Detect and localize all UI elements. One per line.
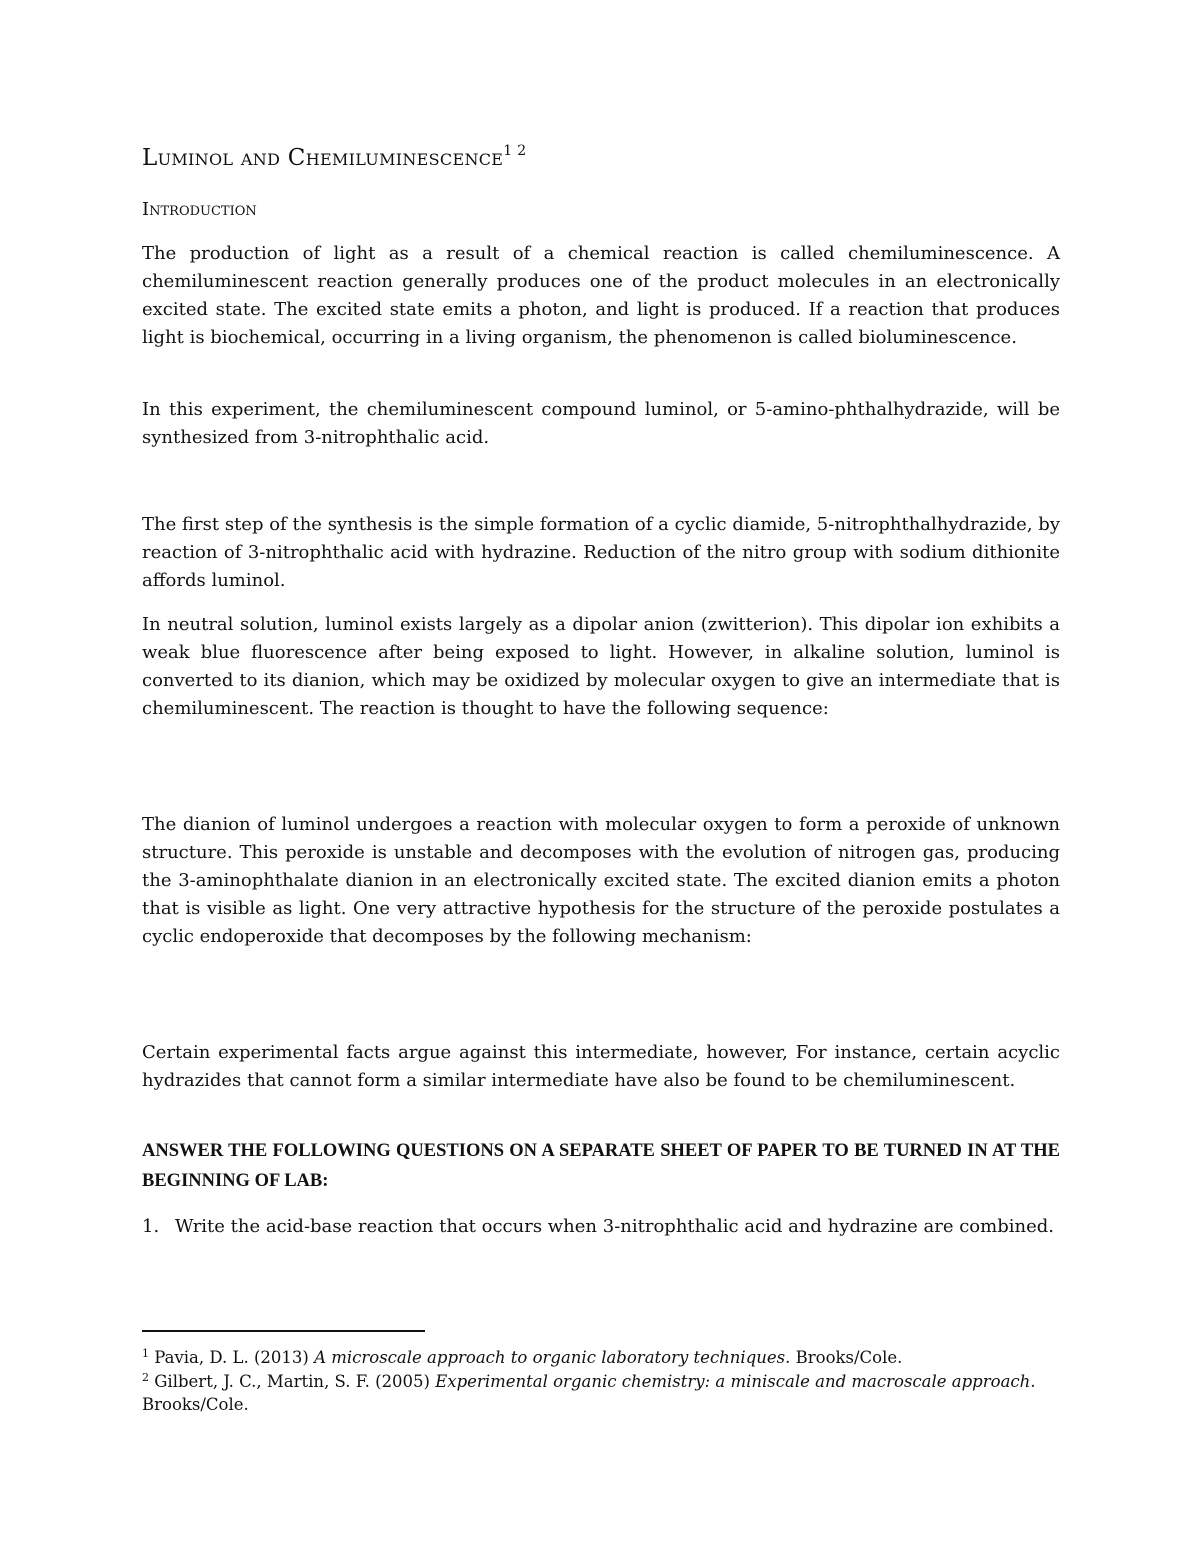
paragraph-dianion-reaction: The dianion of luminol undergoes a reaction with molecular oxygen to form a peroxide of unknown structure. This peroxide is unstable and decomposes with the evolution of nitrogen gas, producing the 3-aminophthalate dianion in an electronically excited state. The excited dianion emits a photon that is visible as light. One very attractive hypothesis for the structure of the peroxide postulates a cyclic endoperoxide that decomposes by the following mechanism: xyxy=(142,814,1060,947)
footnote-citation: Gilbert, J. C., Martin, S. F. (2005) xyxy=(149,1372,436,1391)
introduction-heading: Introduction xyxy=(142,199,257,220)
footnote-marker: 1 xyxy=(142,1347,149,1360)
title-text: Luminol and Chemiluminescence xyxy=(142,145,504,171)
paragraph-experimental-facts: Certain experimental facts argue against this intermediate, however, For instance, certain acyclic hydrazides that cannot form a similar intermediate have also be found to be chemiluminescent. xyxy=(142,1042,1060,1091)
question-item xyxy=(142,1213,1060,1273)
title-footnote-refs: 1 2 xyxy=(503,143,527,159)
footnote-marker: 2 xyxy=(142,1371,149,1384)
paragraph-experiment-overview: In this experiment, the chemiluminescent compound luminol, or 5-amino-phthalhydrazide, will be synthesized from 3-nitrophthalic acid. xyxy=(142,399,1060,448)
footnote-book-title: A microscale approach to organic laboratory techniques. xyxy=(314,1348,791,1367)
question-number: 1. xyxy=(142,1216,160,1237)
footnote-publisher: Brooks/Cole. xyxy=(142,1395,249,1414)
questions-heading: ANSWER THE FOLLOWING QUESTIONS ON A SEPARATE SHEET OF PAPER TO BE TURNED IN AT THE BEGINNING OF LAB: xyxy=(142,1141,1060,1191)
document-title xyxy=(142,143,526,171)
footnote-separator xyxy=(142,1330,425,1332)
paragraph-chemiluminescence-definition: The production of light as a result of a chemical reaction is called chemiluminescence. A chemiluminescent reaction generally produces one of the product molecules in an electronically excited state. The excited state emits a photon, and light is produced. If a reaction that produces light is biochemical, occurring in a living organism, the phenomenon is called bioluminescence. xyxy=(142,243,1060,348)
footnote-citation: Pavia, D. L. (2013) xyxy=(149,1348,315,1367)
footnote-book-title: Experimental organic chemistry: a miniscale and macroscale approach. xyxy=(435,1372,1036,1391)
footnote-publisher: Brooks/Cole. xyxy=(790,1348,903,1367)
footnote-2 xyxy=(142,1366,1060,1416)
question-text: Write the acid-base reaction that occurs when 3-nitrophthalic acid and hydrazine are combined. xyxy=(175,1216,1054,1237)
footnote-1 xyxy=(142,1342,1060,1369)
paragraph-synthesis-first-step: The first step of the synthesis is the simple formation of a cyclic diamide, 5-nitrophthalhydrazide, by reaction of 3-nitrophthalic acid with hydrazine. Reduction of the nitro group with sodium dithionite affords luminol. xyxy=(142,514,1060,591)
paragraph-neutral-solution: In neutral solution, luminol exists largely as a dipolar anion (zwitterion). This dipolar ion exhibits a weak blue fluorescence after being exposed to light. However, in alkaline solution, luminol is converted to its dianion, which may be oxidized by molecular oxygen to give an intermediate that is chemiluminescent. The reaction is thought to have the following sequence: xyxy=(142,614,1060,719)
